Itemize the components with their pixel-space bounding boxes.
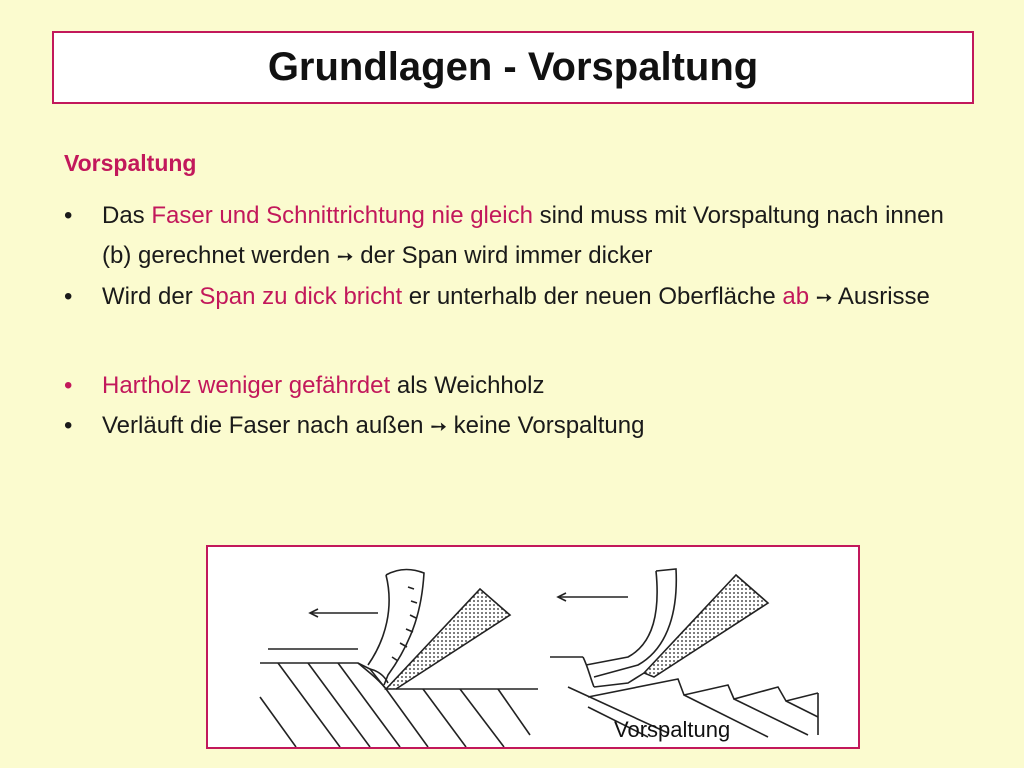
cutting-diagram [208,547,858,747]
figure-caption: Vorspaltung [614,717,731,742]
arrow-icon: ➙ [336,246,354,268]
tool-left [386,589,510,689]
highlighted-text: Faser und Schnittrichtung nie gleich [151,202,533,229]
bullet-text: er unterhalb der neuen Oberfläche [402,283,783,310]
bullet-dot: • [64,283,73,310]
diagram-left [260,570,538,748]
highlighted-text: Span zu dick bricht [199,283,403,310]
bullet-dot: • [64,372,73,399]
bullet-text: Das [102,202,152,229]
bullet-item [64,196,964,277]
bullet-item [64,366,964,406]
highlighted-text: Hartholz weniger gefährdet [102,372,391,399]
bullet-text: Verläuft die Faser nach außen [102,412,431,439]
bullet-item [64,406,964,447]
highlighted-text: ab [782,283,810,310]
figure-box [206,545,860,749]
arrow-icon: ➙ [430,416,447,438]
bullet-dot: • [64,202,73,229]
tool-right [644,575,768,677]
bullet-text [809,283,816,310]
section-heading: Vorspaltung [64,150,197,176]
bullet-dot: • [64,412,73,439]
bullet-text: sind muss mit Vorspaltung nach innen (b) gerechnet werden [102,202,944,269]
diagram-right [550,569,818,737]
bullet-text: keine Vorspaltung [446,412,645,439]
bullet-text: als Weichholz [390,372,545,399]
bullet-text: Wird der [102,283,200,310]
page-title: Grundlagen - Vorspaltung [267,45,759,89]
bullet-list [64,196,964,447]
bullet-item [64,277,964,318]
arrow-icon: ➙ [815,287,833,309]
bullet-text: Ausrisse [832,283,930,310]
title-box [52,31,974,104]
bullet-text: der Span wird immer dicker [353,242,653,269]
